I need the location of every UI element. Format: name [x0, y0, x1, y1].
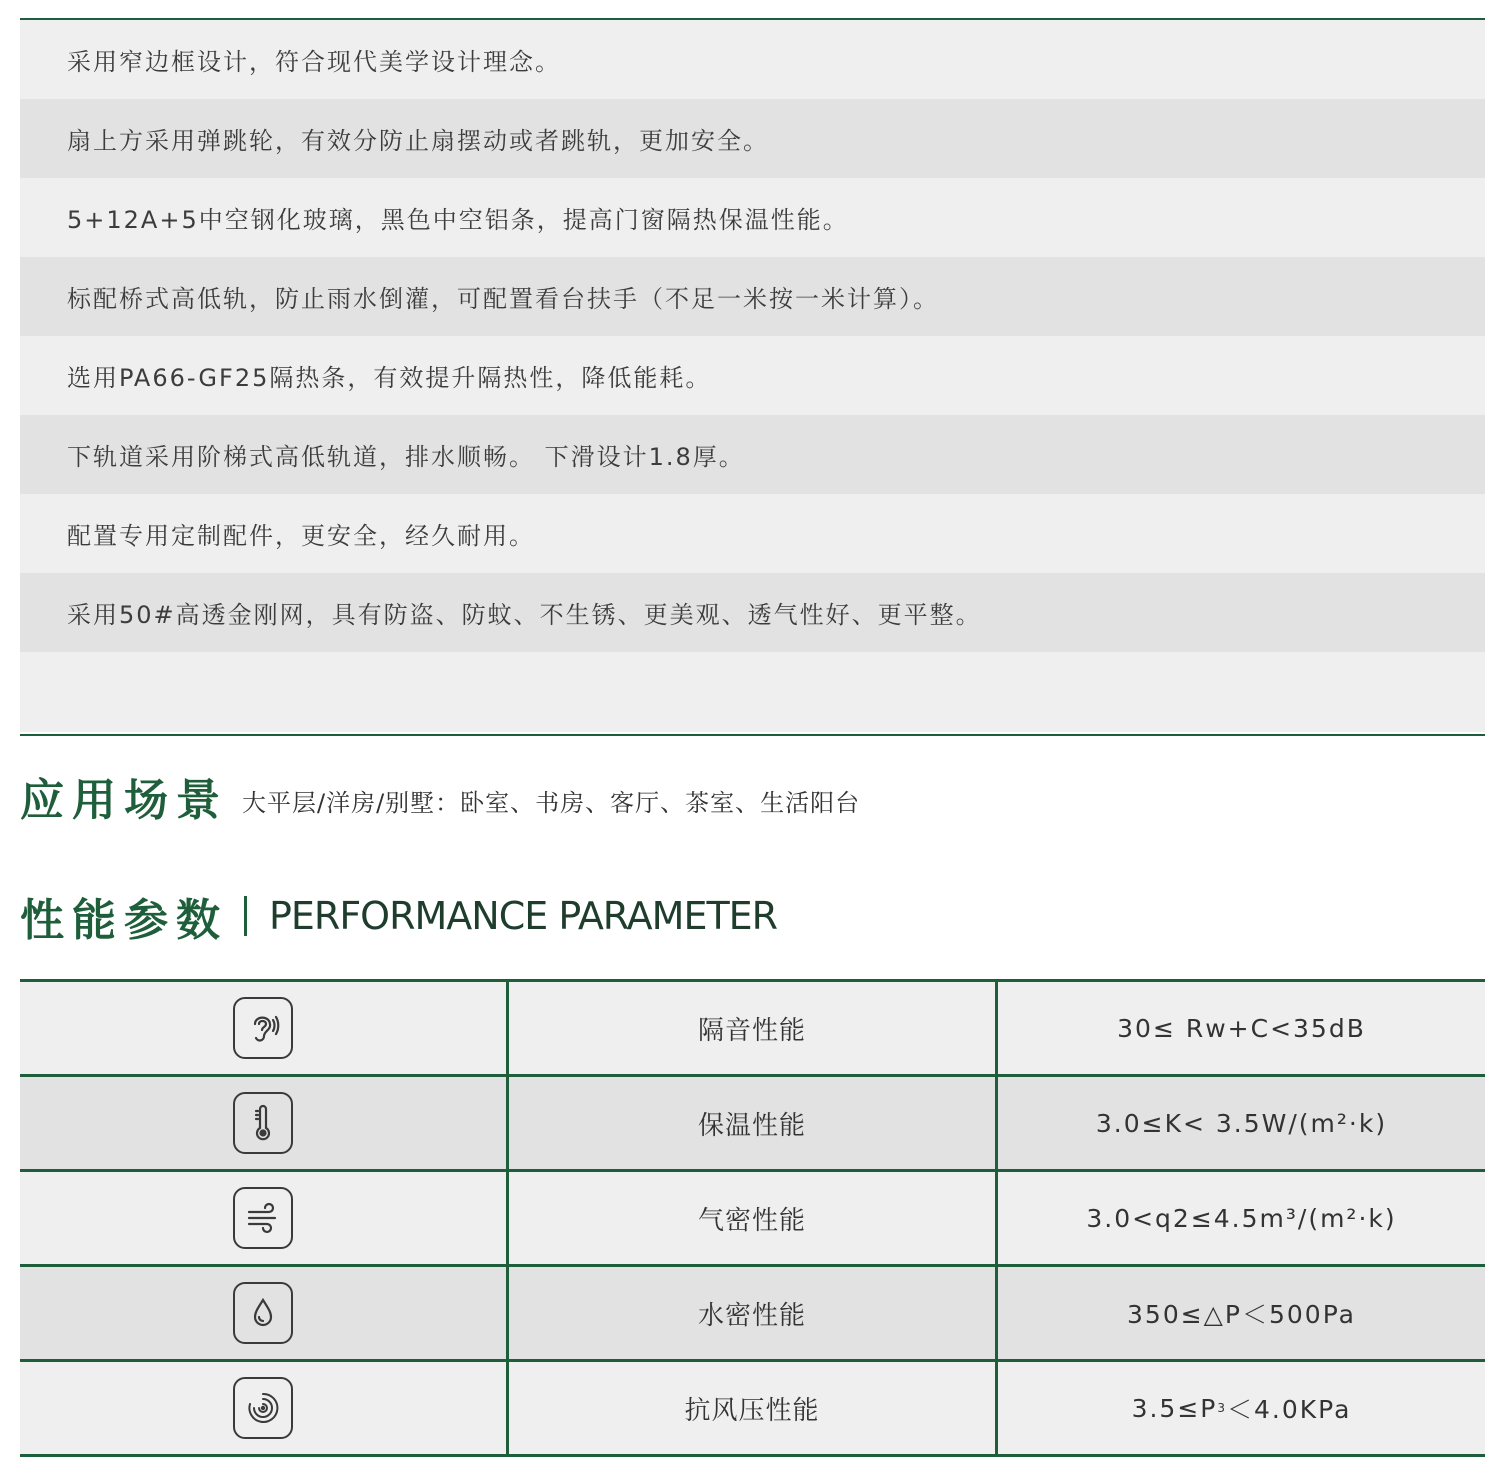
feature-item — [20, 573, 1485, 652]
value-subscript: 3 — [1217, 1401, 1227, 1415]
feature-text: 扇上方采用弹跳轮，有效分防止扇摆动或者跳轨，更加安全。 — [67, 127, 769, 155]
table-row — [20, 982, 1485, 1077]
feature-text: 5+12A+5中空钢化玻璃，黑色中空铝条，提高门窗隔热保温性能。 — [67, 206, 849, 234]
performance-table — [20, 979, 1485, 1457]
parameter-name: 保温性能 — [509, 1077, 998, 1169]
parameter-name: 水密性能 — [509, 1267, 998, 1359]
feature-item — [20, 415, 1485, 494]
feature-item — [20, 99, 1485, 178]
performance-header — [20, 884, 777, 948]
parameter-value — [998, 1362, 1485, 1454]
feature-text: 采用50#高透金刚网，具有防盗、防蚊、不生锈、更美观、透气性好、更平整。 — [67, 601, 982, 629]
feature-item — [20, 178, 1485, 257]
wind-icon — [233, 1187, 293, 1249]
parameter-value: 30≤ Rw+C<35dB — [1117, 1013, 1366, 1043]
feature-item — [20, 20, 1485, 99]
thermometer-icon — [233, 1092, 293, 1154]
title-divider — [244, 896, 247, 936]
scene-title: 应用场景 — [20, 775, 228, 826]
performance-title: 性能参数 — [20, 895, 228, 946]
icon-cell — [20, 1267, 509, 1359]
icon-cell — [20, 1362, 509, 1454]
feature-item — [20, 494, 1485, 573]
icon-cell — [20, 1172, 509, 1264]
parameter-value: 350≤△P＜500Pa — [1127, 1300, 1356, 1329]
feature-list-spacer — [20, 652, 1485, 732]
icon-cell — [20, 1077, 509, 1169]
feature-text: 标配桥式高低轨，防止雨水倒灌，可配置看台扶手（不足一米按一米计算）。 — [67, 285, 939, 313]
feature-list — [20, 18, 1485, 736]
feature-text: 下轨道采用阶梯式高低轨道，排水顺畅。 下滑设计1.8厚。 — [67, 443, 745, 471]
water-drop-icon — [233, 1282, 293, 1344]
table-row — [20, 1172, 1485, 1267]
parameter-value: 3.0≤K< 3.5W/(m²·k) — [1095, 1108, 1388, 1138]
value-main: 3.5≤P — [1131, 1393, 1218, 1423]
table-row — [20, 1362, 1485, 1457]
parameter-name: 抗风压性能 — [509, 1362, 998, 1454]
feature-item — [20, 336, 1485, 415]
feature-text: 配置专用定制配件，更安全，经久耐用。 — [67, 522, 535, 550]
feature-item — [20, 257, 1485, 336]
application-scene — [20, 764, 860, 828]
parameter-value: 3.0<q2≤4.5m³/(m²·k) — [1086, 1203, 1397, 1233]
performance-subtitle: PERFORMANCE PARAMETER — [269, 894, 778, 938]
value-tail: ＜4.0KPa — [1226, 1395, 1352, 1424]
parameter-name: 隔音性能 — [509, 982, 998, 1074]
vortex-icon — [233, 1377, 293, 1439]
scene-description: 大平层/洋房/别墅：卧室、书房、客厅、茶室、生活阳台 — [242, 788, 861, 817]
ear-icon — [233, 997, 293, 1059]
feature-text: 采用窄边框设计，符合现代美学设计理念。 — [67, 48, 561, 76]
table-row — [20, 1267, 1485, 1362]
parameter-name: 气密性能 — [509, 1172, 998, 1264]
feature-text: 选用PA66-GF25隔热条，有效提升隔热性，降低能耗。 — [67, 364, 712, 392]
table-row — [20, 1077, 1485, 1172]
icon-cell — [20, 982, 509, 1074]
